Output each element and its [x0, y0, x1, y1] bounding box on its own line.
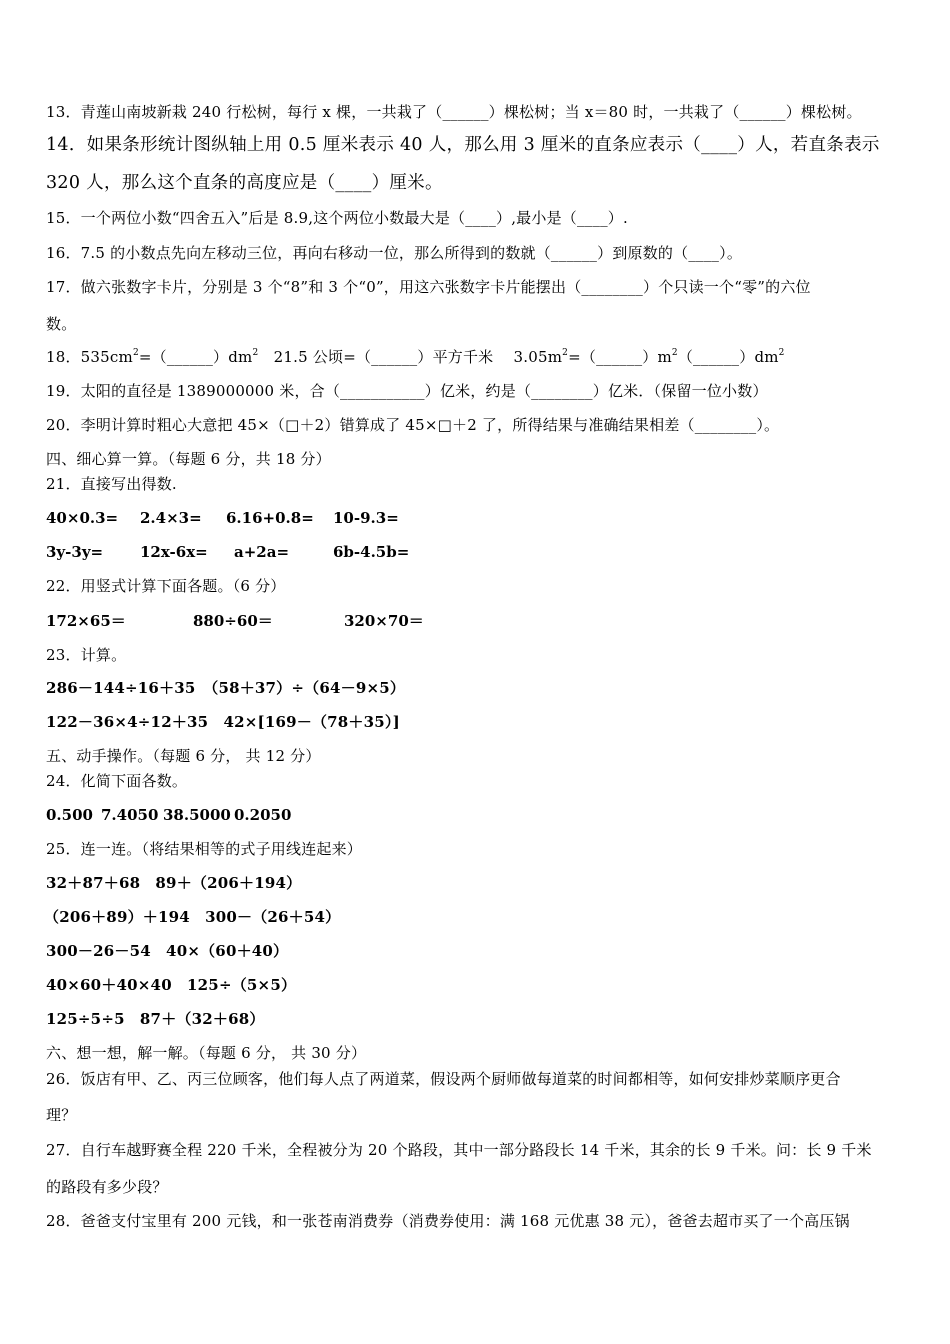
question-23: 23．计算。	[46, 646, 127, 664]
q21-item: 6.16+0.8=	[226, 509, 314, 527]
question-26-line-1: 26．饭店有甲、乙、丙三位顾客，他们每人点了两道菜，假设两个厨师做每道菜的时间都相等，如何安排炒菜顺序更合	[46, 1070, 841, 1088]
section-4-heading: 四、细心算一算。（每题 6 分，共 18 分）	[46, 450, 331, 468]
q23-row-2: 122－36×4÷12＋35 42×[169－（78＋35）]	[46, 713, 400, 731]
q18-superscript-2: 2	[252, 348, 259, 358]
q24-item: 0.500	[46, 806, 93, 824]
q18-part-4: =（______）m	[568, 348, 672, 366]
q21-item: 6b-4.5b=	[333, 543, 410, 561]
q21-item: 10-9.3=	[333, 509, 399, 527]
q25-row: （206＋89）＋194 300－（26＋54）	[44, 908, 341, 926]
q25-row: 125÷5÷5 87＋（32＋68）	[46, 1010, 265, 1028]
q25-row: 300－26－54 40×（60＋40）	[46, 942, 289, 960]
q24-item: 7.4050	[101, 806, 159, 824]
q18-superscript-5: 2	[778, 348, 785, 358]
question-27-line-1: 27．自行车越野赛全程 220 千米，全程被分为 20 个路段，其中一部分路段长 14 千米，其余的长 9 千米。问：长 9 千米	[46, 1141, 872, 1159]
q24-item: 0.2050	[234, 806, 292, 824]
q18-part-1: 18．535cm	[46, 348, 133, 366]
q22-item: 880÷60＝	[193, 612, 273, 630]
question-18	[46, 347, 785, 367]
question-15: 15．一个两位小数“四舍五入”后是 8.9,这个两位小数最大是（____）,最小是（____）.	[46, 209, 628, 227]
q21-item: 40×0.3=	[46, 509, 119, 527]
q18-superscript-4: 2	[671, 348, 678, 358]
section-6-heading: 六、想一想，解一解。（每题 6 分， 共 30 分）	[46, 1044, 367, 1062]
q21-item: 3y-3y=	[46, 543, 104, 561]
q18-part-3: 21.5 公顷=（______）平方千米 3.05m	[258, 348, 563, 366]
question-25: 25．连一连。（将结果相等的式子用线连起来）	[46, 840, 362, 858]
question-17-line-2: 数。	[46, 315, 77, 333]
q21-item: a+2a=	[234, 543, 290, 561]
q18-superscript-1: 2	[132, 348, 139, 358]
question-14-line-2: 320 人，那么这个直条的高度应是（____）厘米。	[46, 173, 443, 193]
question-20: 20．李明计算时粗心大意把 45×（□＋2）错算成了 45×□＋2 了，所得结果与准确结果相差（________）。	[46, 416, 780, 434]
section-5-heading: 五、动手操作。（每题 6 分， 共 12 分）	[46, 747, 321, 765]
q23-row-1: 286－144÷16＋35 （58＋37）÷（64－9×5）	[46, 679, 406, 697]
q18-part-5: （______）dm	[677, 348, 779, 366]
q21-item: 2.4×3=	[140, 509, 202, 527]
q18-superscript-3: 2	[562, 348, 569, 358]
question-27-line-2: 的路段有多少段？	[46, 1178, 168, 1196]
question-21: 21．直接写出得数.	[46, 475, 177, 493]
question-19: 19．太阳的直径是 1389000000 米，合（___________）亿米，约是（________）亿米．（保留一位小数）	[46, 382, 768, 400]
question-22: 22．用竖式计算下面各题。（6 分）	[46, 577, 286, 595]
question-28-line-1: 28．爸爸支付宝里有 200 元钱，和一张苍南消费券（消费券使用：满 168 元优惠 38 元），爸爸去超市买了一个高压锅	[46, 1212, 850, 1230]
question-17-line-1: 17．做六张数字卡片，分别是 3 个“8”和 3 个“0”，用这六张数字卡片能摆出（________）个只读一个“零”的六位	[46, 278, 811, 296]
q24-item: 38.5000	[163, 806, 231, 824]
question-14-line-1: 14．如果条形统计图纵轴上用 0.5 厘米表示 40 人，那么用 3 厘米的直条应表示（____）人，若直条表示	[46, 135, 880, 155]
question-16: 16．7.5 的小数点先向左移动三位，再向右移动一位，那么所得到的数就（______）到原数的（____）。	[46, 244, 743, 262]
question-24: 24．化简下面各数。	[46, 772, 188, 790]
q25-row: 32＋87＋68 89＋（206＋194）	[46, 874, 302, 892]
q21-item: 12x-6x=	[140, 543, 208, 561]
q25-row: 40×60＋40×40 125÷（5×5）	[46, 976, 297, 994]
question-26-line-2: 理？	[46, 1106, 77, 1124]
q22-item: 320×70＝	[344, 612, 424, 630]
q22-item: 172×65＝	[46, 612, 126, 630]
question-13: 13．青莲山南坡新栽 240 行松树，每行 x 棵，一共栽了（______）棵松树；当 x＝80 时，一共栽了（______）棵松树。	[46, 103, 862, 121]
q18-part-2: =（______）dm	[138, 348, 253, 366]
